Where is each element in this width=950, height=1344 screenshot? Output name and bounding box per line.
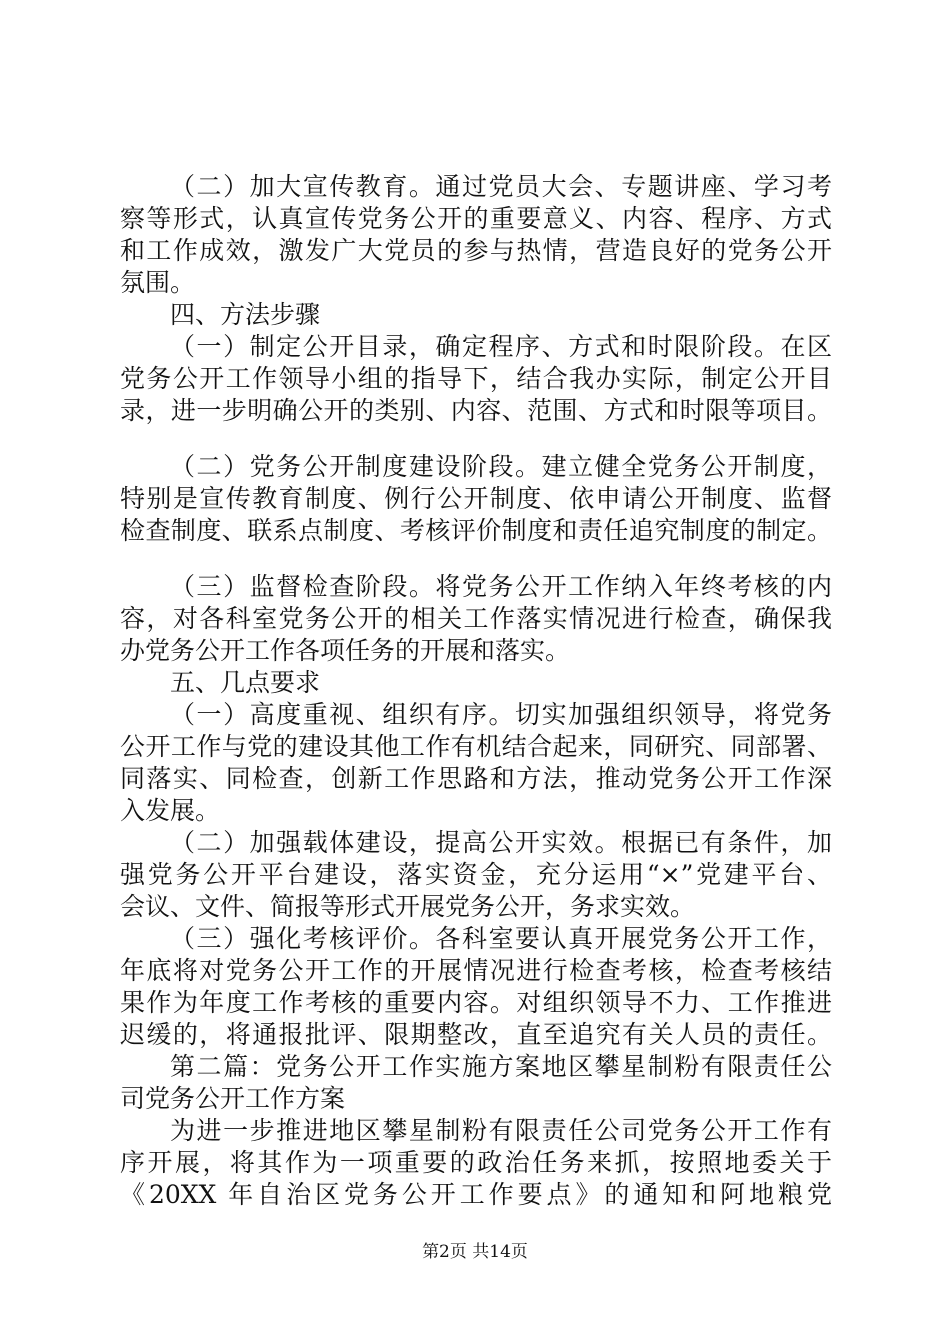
text-line: （一）制定公开目录，确定程序、方式和时限阶段。在区 [170, 332, 832, 361]
page-number: 第2页 共14页 [422, 1242, 528, 1262]
text-line: （二）加大宣传教育。通过党员大会、专题讲座、学习考 [170, 172, 832, 201]
text-line: 同落实、同检查，创新工作思路和方法，推动党务公开工作深 [120, 764, 832, 793]
section-heading: 第二篇：党务公开工作实施方案地区攀星制粉有限责任公 [170, 1052, 832, 1081]
text-line: 录，进一步明确公开的类别、内容、范围、方式和时限等项目。 [120, 396, 832, 425]
text-line: 和工作成效，激发广大党员的参与热情，营造良好的党务公开 [120, 236, 832, 265]
text-line: 果作为年度工作考核的重要内容。对组织领导不力、工作推进 [120, 988, 832, 1017]
text-line: 党务公开工作领导小组的指导下，结合我办实际，制定公开目 [120, 364, 832, 393]
text-line: 特别是宣传教育制度、例行公开制度、依申请公开制度、监督 [120, 484, 832, 513]
text-line: （二）加强载体建设，提高公开实效。根据已有条件，加 [170, 828, 832, 857]
text-line: 强党务公开平台建设，落实资金，充分运用“×”党建平台、 [120, 860, 832, 889]
text-line: 入发展。 [120, 796, 221, 825]
text-line: 察等形式，认真宣传党务公开的重要意义、内容、程序、方式 [120, 204, 832, 233]
text-line: （二）党务公开制度建设阶段。建立健全党务公开制度， [170, 452, 832, 481]
text-line: （一）高度重视、组织有序。切实加强组织领导，将党务 [170, 700, 832, 729]
text-line: 序开展，将其作为一项重要的政治任务来抓，按照地委关于 [120, 1148, 832, 1177]
text-line: 司党务公开工作方案 [120, 1084, 346, 1113]
section-heading: 四、方法步骤 [170, 300, 321, 329]
text-line: 《20XX 年自治区党务公开工作要点》的通知和阿地粮党 [120, 1180, 832, 1209]
text-line: 年底将对党务公开工作的开展情况进行检查考核，检查考核结 [120, 956, 832, 985]
text-line: （三）监督检查阶段。将党务公开工作纳入年终考核的内 [170, 572, 832, 601]
text-line: 检查制度、联系点制度、考核评价制度和责任追究制度的制定。 [120, 516, 832, 545]
text-line: 公开工作与党的建设其他工作有机结合起来，同研究、同部署、 [120, 732, 832, 761]
text-line: 迟缓的，将通报批评、限期整改，直至追究有关人员的责任。 [120, 1020, 832, 1049]
text-line: 会议、文件、简报等形式开展党务公开，务求实效。 [120, 892, 696, 921]
text-line: 为进一步推进地区攀星制粉有限责任公司党务公开工作有 [170, 1116, 832, 1145]
text-line: （三）强化考核评价。各科室要认真开展党务公开工作， [170, 924, 832, 953]
text-line: 氛围。 [120, 268, 196, 297]
text-line: 办党务公开工作各项任务的开展和落实。 [120, 636, 571, 665]
text-line: 容，对各科室党务公开的相关工作落实情况进行检查，确保我 [120, 604, 832, 633]
section-heading: 五、几点要求 [170, 668, 321, 697]
